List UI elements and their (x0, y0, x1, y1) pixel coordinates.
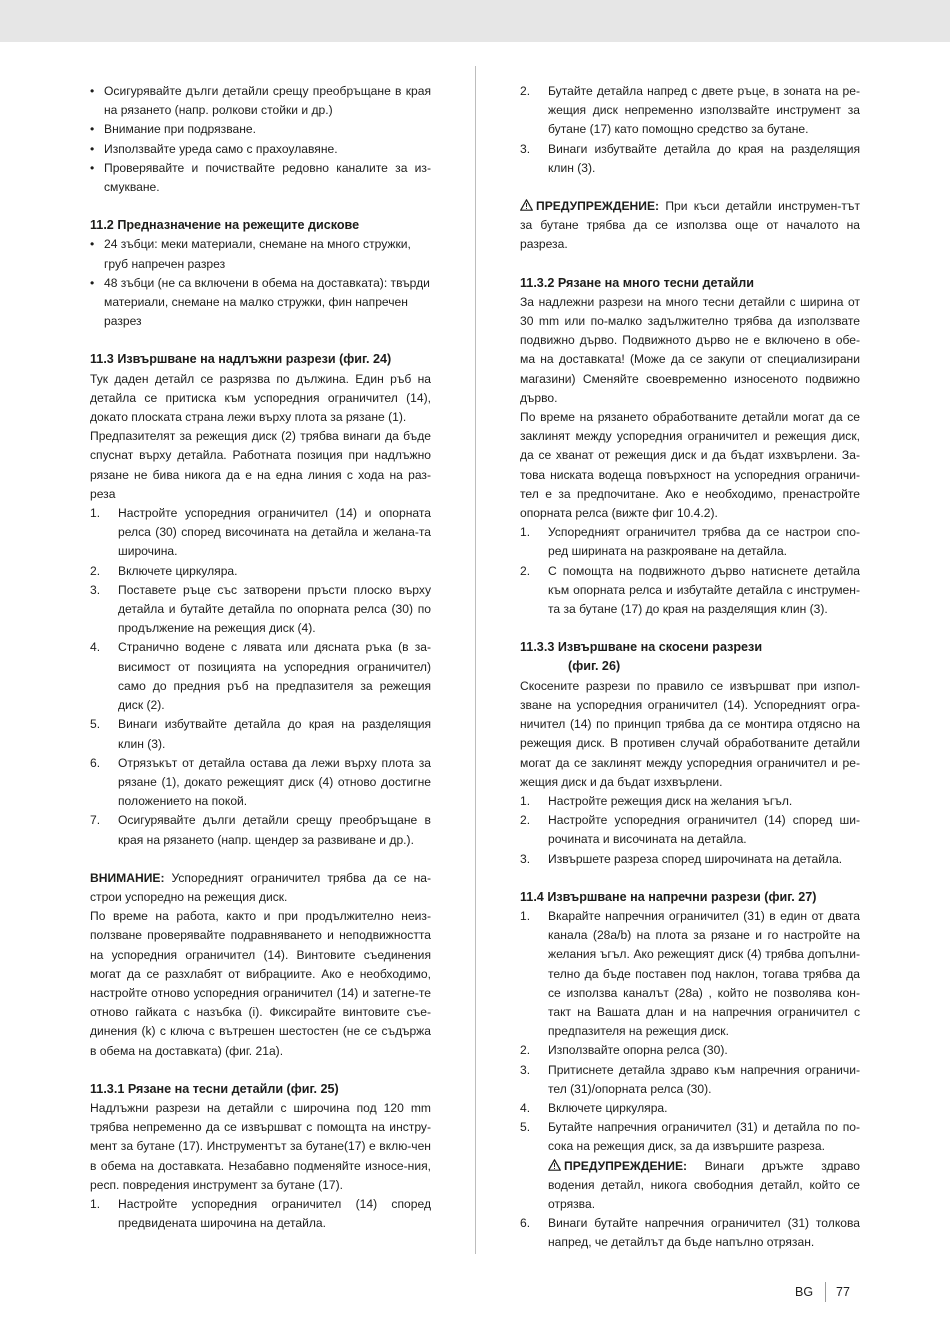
list-item: • Проверявайте и почиствайте редовно каналите за из-смукване. (90, 159, 431, 197)
footer-divider (825, 1282, 826, 1302)
list-item: • Осигурявайте дълги детайли срещу преобръщане в края на рязането (напр. ролкови стойки и др.) (90, 82, 431, 120)
list-item: 2. Бутайте детайла напред с двете ръце, в зоната на ре-жещия диск непременно използвайте инструмент за бутане (17) като помощно средство за бутане. (520, 84, 860, 137)
paragraph: Надлъжни разрези на детайли с широчина под 120 mm трябва непременно да се извършват с помощта на инстру-мент за бутане (17). Инструментът за бутане(17) е вклю-чен в обема на доставката. Незабавно подменяйте износе-ния, респ. повредения инструмент за бутане (17). (90, 1100, 431, 1192)
section-heading: 11.2 Предназначение на режещите дискове (90, 218, 360, 233)
section-heading: 11.3 Извършване на надлъжни разрези (фиг. 24) (90, 352, 392, 367)
paragraph: Предпазителят за режещия диск (2) трябва винаги да бъде спуснат върху детайла. Работната позиция при надлъжно рязане не бива никога да е на една линия с хода на раз-реза (90, 429, 431, 501)
list-item: 3. Поставете ръце със затворени пръсти плоско върху детайла и бутайте детайла по опорната релса (30) по продължение на режещия диск (4). (90, 582, 431, 636)
list-item: 5. Бутайте напречния ограничител (31) и детайла по по-сока на режещия диск, за да извършите разреза. (520, 1120, 860, 1154)
list-item: 1. Настройте успоредния ограничител (14) и опорната релса (30) според височината на детайла и желана-та широчина. (90, 506, 431, 559)
list-item: 5. Винаги избутвайте детайла до края на разделящия клин (3). (90, 717, 431, 751)
list-item: 6. Винаги бутайте напречния ограничител (31) толкова напред, че детайлът да бъде напълно отрязан. (520, 1216, 860, 1250)
list-item: 3. Притиснете детайла здраво към напречния ограничи-тел (31)/опорната релса (30). (520, 1062, 860, 1096)
list-item: 2. С помощта на подвижното дърво натиснете детайла към опорната релса и избутайте детайла с инструмен-та за бутане (17) до края на разделящия клин (3). (520, 563, 860, 617)
list-item: 3. Винаги избутвайте детайла до края на разделящия клин (3). (520, 141, 860, 175)
section-heading: 11.3.1 Рязане на тесни детайли (фиг. 25) (90, 1081, 339, 1096)
list-item: 2. Настройте успоредния ограничител (14) според ши-рочината и височината на детайла. (520, 813, 860, 847)
paragraph: Скосените разрези по правило се извършват при изпол-зване на успоредния ограничител (14). Успоредният огра-ничител (14) по принцип трябва да се монтира отдясно на режещия диск. В противен случай обработваните детайли могат да се заклинят между успоредния ограничител и ре-жещия диск и да бъдат изхвърлени. (520, 678, 860, 789)
paragraph: Тук даден детайл се разрязва по дължина. Един ръб на детайла се притиска към успоредния ограничител (14), докато плоската страна лежи върху плота за рязане (1). (90, 371, 431, 425)
list-item: 1. Вкарайте напречния ограничител (31) в един от двата канала (28a/b) на плота за рязане и го настройте на желания ъгъл. Ако режещият диск (4) трябва допълни-телно да бъде поставен под наклон, тогава трябва да се използва каналът (28a) , който не позволява кон-такт на Вашата длан и на напречния ограничител с предпазителя на режещия диск. (520, 908, 860, 1039)
top-gray-bar (0, 0, 950, 42)
column-divider (475, 66, 476, 1254)
list-item: • Внимание при подрязване. (90, 120, 431, 139)
section-heading: 11.3.3 Извършване на скосени разрези (520, 640, 763, 655)
list-item: • 48 зъбци (не са включени в обема на доставката): твърди материали, снемане на малко стружки, фин напречен разрез (90, 274, 431, 332)
left-column (90, 82, 431, 1233)
warning-triangle-icon (548, 1159, 561, 1171)
warning-note: ПРЕДУПРЕЖДЕНИЕ: Винаги дръжте здраво водения детайл, никога свободния детайл, който се отрязва. (548, 1158, 860, 1211)
list-item: 4. Включете циркуляра. (520, 1100, 668, 1115)
list-item: 6. Отрязъкът от детайла остава да лежи върху плота за рязане (1), докато режещият диск (4) отново достигне положението на покой. (90, 755, 431, 809)
page-number: 77 (836, 1285, 850, 1299)
paragraph: За надлежни разрези на много тесни детайли с ширина от 30 mm или по-малко задължително трябва да използвате подвижно дърво. Подвижното дърво не е включено в обе-ма на доставката! (Може да се закупи от специализирани магазини) Сменяйте своевременно износеното подвижно дърво. (520, 294, 860, 405)
list-item: 7. Осигурявайте дълги детайли срещу преобръщане в края на рязането (напр. щендер за развиване и др.). (90, 813, 431, 847)
attention-note: ВНИМАНИЕ: Успоредният ограничител трябва да се на-строи успоредно на режещия диск. (90, 870, 431, 904)
section-heading: 11.3.2 Рязане на много тесни детайли (520, 275, 754, 290)
list-item: 1. Настройте режещия диск на желания ъгъл. (520, 793, 793, 808)
list-item: 4. Странично водене с лявата или дясната ръка (в за-висимост от позицията на успоредния ограничител) само до предния ръб на предпазителя за режещия диск (2). (90, 640, 431, 713)
right-column (520, 82, 860, 1253)
warning-triangle-icon (520, 199, 533, 211)
paragraph: По време на работа, както и при продължително неиз-ползване проверявайте подравняването и неподвижността на успоредния ограничител (14). Винтовите съединения могат да се разхлабят от вибрациите. Ако е необходимо, настройте отново успоредния ограничител (14) и затегне-те отново гайката с назъбка (i). Фиксирайте винтовите съе-динения (k) с ключа с вътрешен шестостен (не се съдържа в обема на доставката) (фиг. 21a). (90, 909, 431, 1058)
paragraph: По време на рязането обработваните детайли могат да се заклинят между успоредния ограничител и режещия диск, да се хванат от режещия диск и да бъдат изхвърлени. За-това ниската водеща повърхност на успоредния ограничи-тел е за предпочитане. Ако е необходимо, пренастройте опорната релса (вижте фиг 10.4.2). (520, 410, 860, 521)
section-heading-continued: (фиг. 26) (568, 659, 621, 674)
section-heading: 11.4 Извършване на напречни разрези (фиг. 27) (520, 889, 817, 904)
list-item: 1. Настройте успоредния ограничител (14) според предвидената широчина на детайла. (90, 1196, 431, 1231)
list-item: • Използвайте уреда само с прахоулавяне. (90, 140, 431, 159)
list-item: 1. Успоредният ограничител трябва да се настрои спо-ред ширината на разкрояване на детайла. (520, 525, 860, 559)
list-item: • 24 зъбци: меки материали, снемане на много стружки, груб напречен разрез (90, 235, 431, 273)
list-item: 3. Извършете разреза според широчината на детайла. (520, 851, 843, 866)
language-code: BG (795, 1285, 814, 1299)
list-item: 2. Използвайте опорна релса (30). (520, 1043, 728, 1058)
warning-note: ПРЕДУПРЕЖДЕНИЕ: При къси детайли инструмен-тът за бутане трябва да се използва още от началото на разреза. (520, 199, 860, 252)
list-item: 2. Включете циркуляра. (90, 563, 238, 578)
